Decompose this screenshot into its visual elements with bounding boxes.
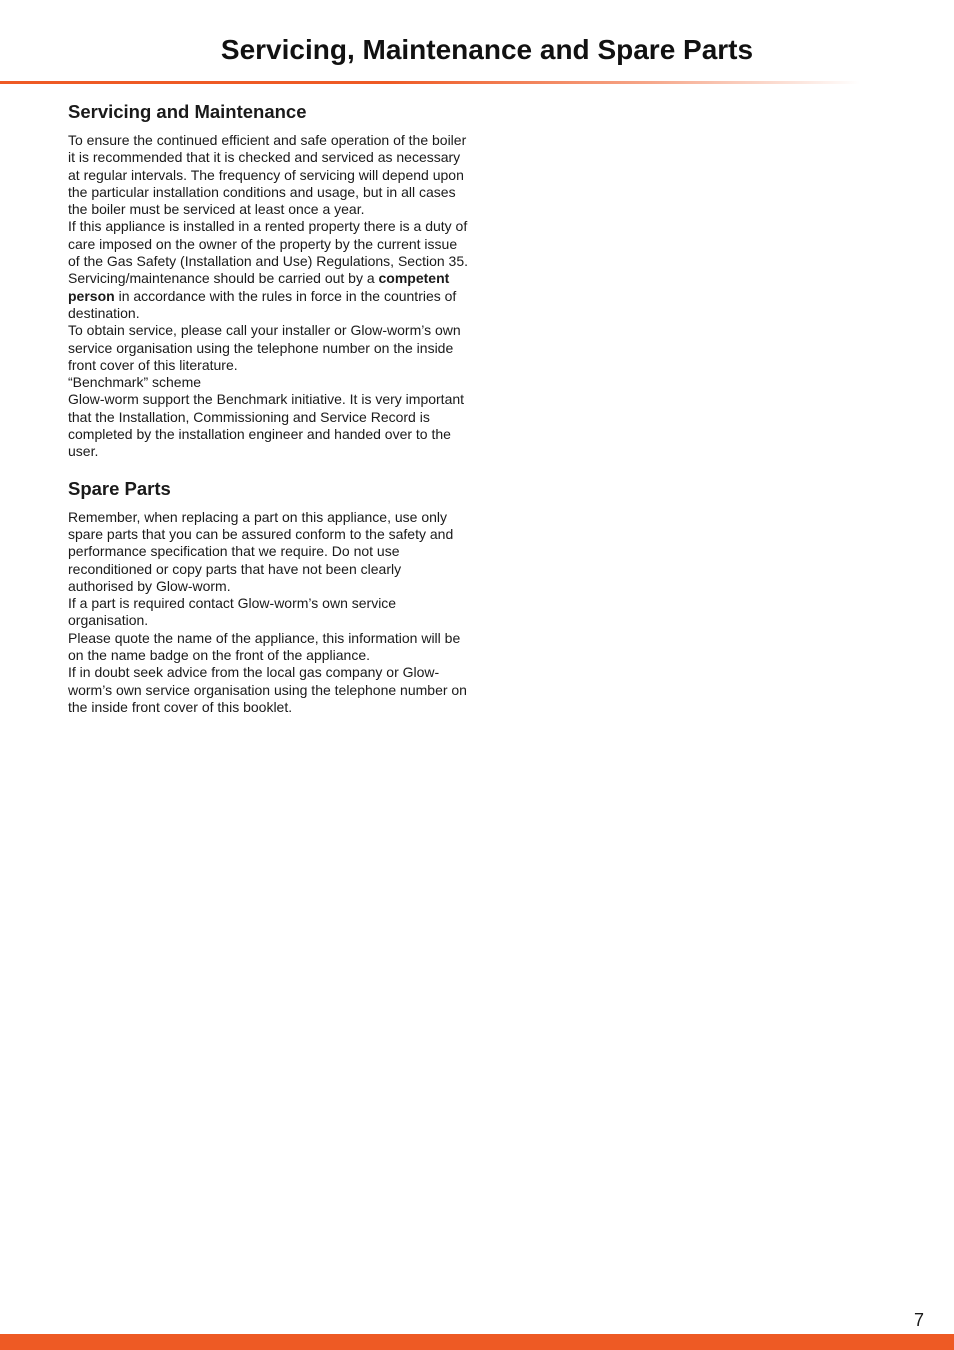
spare-parts-section — [68, 477, 468, 717]
servicing-paragraph-competent-person — [68, 270, 468, 322]
competent-person-emphasis: competent person — [68, 270, 450, 304]
page-number: 7 — [913, 1310, 924, 1330]
title-divider — [0, 81, 860, 84]
content-column — [68, 100, 468, 732]
spare-parts-paragraph-contact: If a part is required contact Glow-worm’s own service organisation. — [68, 595, 397, 629]
servicing-heading: Servicing and Maintenance — [68, 101, 307, 122]
servicing-paragraph-benchmark: Glow-worm support the Benchmark initiative. It is very important that the Installation, Commissioning and Service Record is completed by the installation engineer and handed over to the user. — [68, 391, 465, 460]
servicing-paragraph-obtain-service: To obtain service, please call your installer or Glow-worm’s own service organisation using the telephone number on the inside front cover of this literature. — [68, 322, 461, 373]
spare-parts-paragraph-genuine-parts: Remember, when replacing a part on this appliance, use only spare parts that you can be assured conform to the safety and performance specification that we require. Do not use reconditioned or copy parts that have not been clearly authorised by Glow-worm. — [68, 508, 454, 594]
servicing-section — [68, 100, 468, 461]
spare-parts-paragraph-name-badge: Please quote the name of the appliance, this information will be on the name badge on the front of the appliance. — [68, 629, 461, 664]
competent-person-tail: in accordance with the rules in force in the countries of destination. — [68, 287, 457, 321]
competent-person-lead: Servicing/maintenance should be carried out by a — [68, 270, 379, 287]
footer-bar — [0, 1334, 954, 1350]
spare-parts-heading: Spare Parts — [68, 477, 171, 499]
servicing-paragraph-rented-property: If this appliance is installed in a rented property there is a duty of care imposed on the owner of the property by the current issue of the Gas Safety (Installation and Use) Regulations, Section 35. — [68, 218, 469, 270]
spare-parts-paragraph-advice: If in doubt seek advice from the local gas company or Glow-worm’s own service organisation using the telephone number on the inside front cover of this booklet. — [68, 664, 467, 715]
servicing-paragraph-frequency: To ensure the continued efficient and safe operation of the boiler it is recommended that it is checked and serviced as necessary at regular intervals. The frequency of servicing will depend upon the particular installation conditions and usage, but in all cases the boiler must be serviced at least once a year. — [68, 132, 467, 218]
benchmark-scheme-label: “Benchmark” scheme — [68, 374, 202, 391]
page-title: Servicing, Maintenance and Spare Parts — [220, 34, 754, 65]
